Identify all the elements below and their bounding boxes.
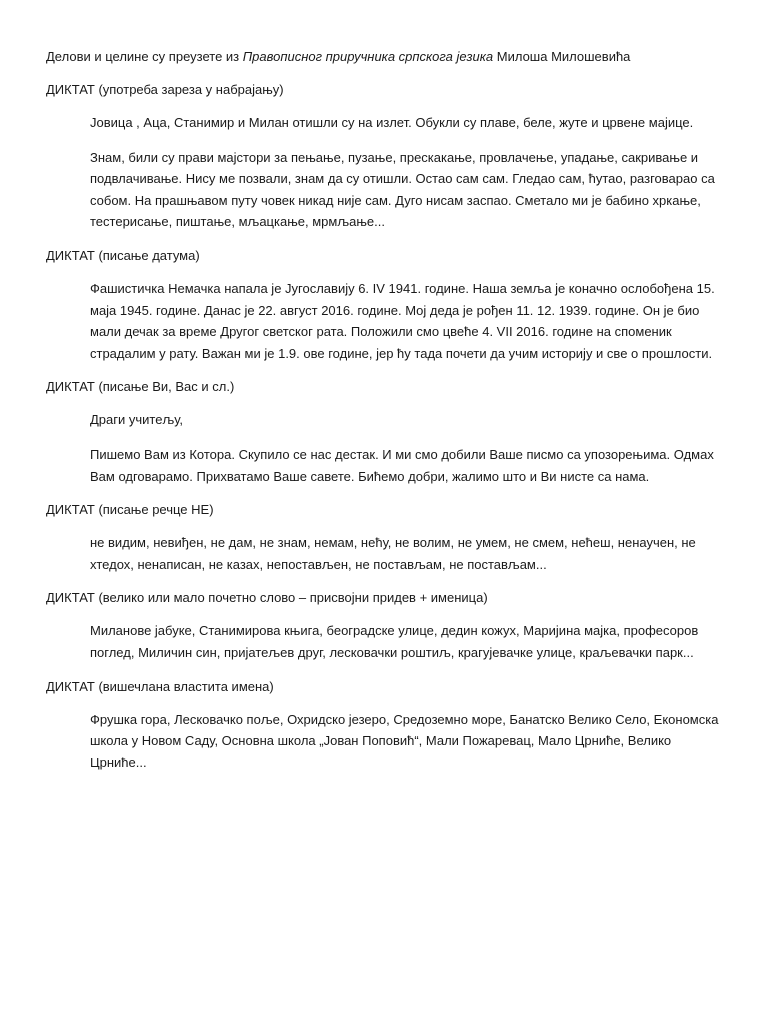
section-particle-ne (46, 500, 728, 575)
section-heading: ДИКТАТ (писање Ви, Вас и сл.) (46, 379, 235, 395)
dictation-paragraph: не видим, невиђен, не дам, не знам, немам, нећу, не волим, не умем, не смем, нећеш, ненаучен, не хтедох, ненаписан, не казах, непостављен, не постављам, не постављам... (90, 535, 696, 572)
dictation-paragraph: Знам, били су прави мајстори за пењање, пузање, прескакање, провлачење, упадање, сакривање и подвлачивање. Нису ме позвали, знам да су отишли. Остао сам сам. Гледао сам, ћутао, разговарао са собом. На прашњавом путу човек никад није сам. Дуго нисам заспао. Сметало ми је бабино хркање, тестерисање, пиштање, мљацкање, мрмљање... (90, 149, 715, 230)
section-heading: ДИКТАТ (писање речце НЕ) (46, 502, 214, 518)
dictation-paragraph: Фрушка гора, Лесковачко поље, Охридско језеро, Средоземно море, Банатско Велико Село, Економска школа у Новом Саду, Основна школа „Јован Поповић“, Мали Пожаревац, Мало Црниће, Велико Црниће... (90, 711, 719, 770)
section-heading: ДИКТАТ (вишечлана властита имена) (46, 678, 274, 694)
source-book-title: Правописног приручника српскога језика (242, 49, 494, 64)
section-capitalization (46, 588, 728, 663)
section-polite-pronouns (46, 377, 728, 487)
letter-greeting: Драги учитељу, (90, 412, 184, 428)
section-heading: ДИКТАТ (велико или мало почетно слово – присвојни придев + именица) (46, 590, 488, 606)
intro-prefix: Делови и целине су преузете из (46, 49, 243, 64)
section-heading: ДИКТАТ (писање датума) (46, 247, 200, 263)
section-heading: ДИКТАТ (употреба зареза у набрајању) (46, 82, 284, 97)
section-dates (46, 246, 728, 364)
section-comma-usage (46, 80, 728, 233)
intro-line (46, 46, 728, 67)
dictation-paragraph: Миланове јабуке, Станимирова књига, београдске улице, дедин кожух, Маријина мајка, професоров поглед, Миличин син, пријатељев друг, лесковачки роштиљ, крагујевачке улице, краљевачки парк... (90, 623, 699, 660)
dictation-paragraph: Пишемо Вам из Котора. Скупило се нас дестак. И ми смо добили Ваше писмо са упозорењима. Одмах Вам одговарамо. Прихватамо Ваше савете. Бићемо добри, жалимо што и Ви нисте са нама. (90, 446, 714, 484)
dictation-paragraph: Фашистичка Немачка напала је Југославију 6. IV 1941. године. Наша земља је коначно ослобођена 15. маја 1945. године. Данас је 22. август 2016. године. Мој деда је рођен 11. 12. 1939. године. Он је био мали дечак за време Другог светског рата. Положили смо цвеће 4. VII 2016. године на споменик страдалим у рату. Важан ми је 1.9. ове године, јер ћу тада почети да учим историју и све о прошлости. (90, 280, 715, 361)
dictation-paragraph: Јовица , Аца, Станимир и Милан отишли су на излет. Обукли су плаве, беле, жуте и црвене мајице. (90, 115, 694, 130)
intro-suffix: Милоша Милошевића (493, 49, 631, 64)
section-proper-names (46, 677, 728, 774)
